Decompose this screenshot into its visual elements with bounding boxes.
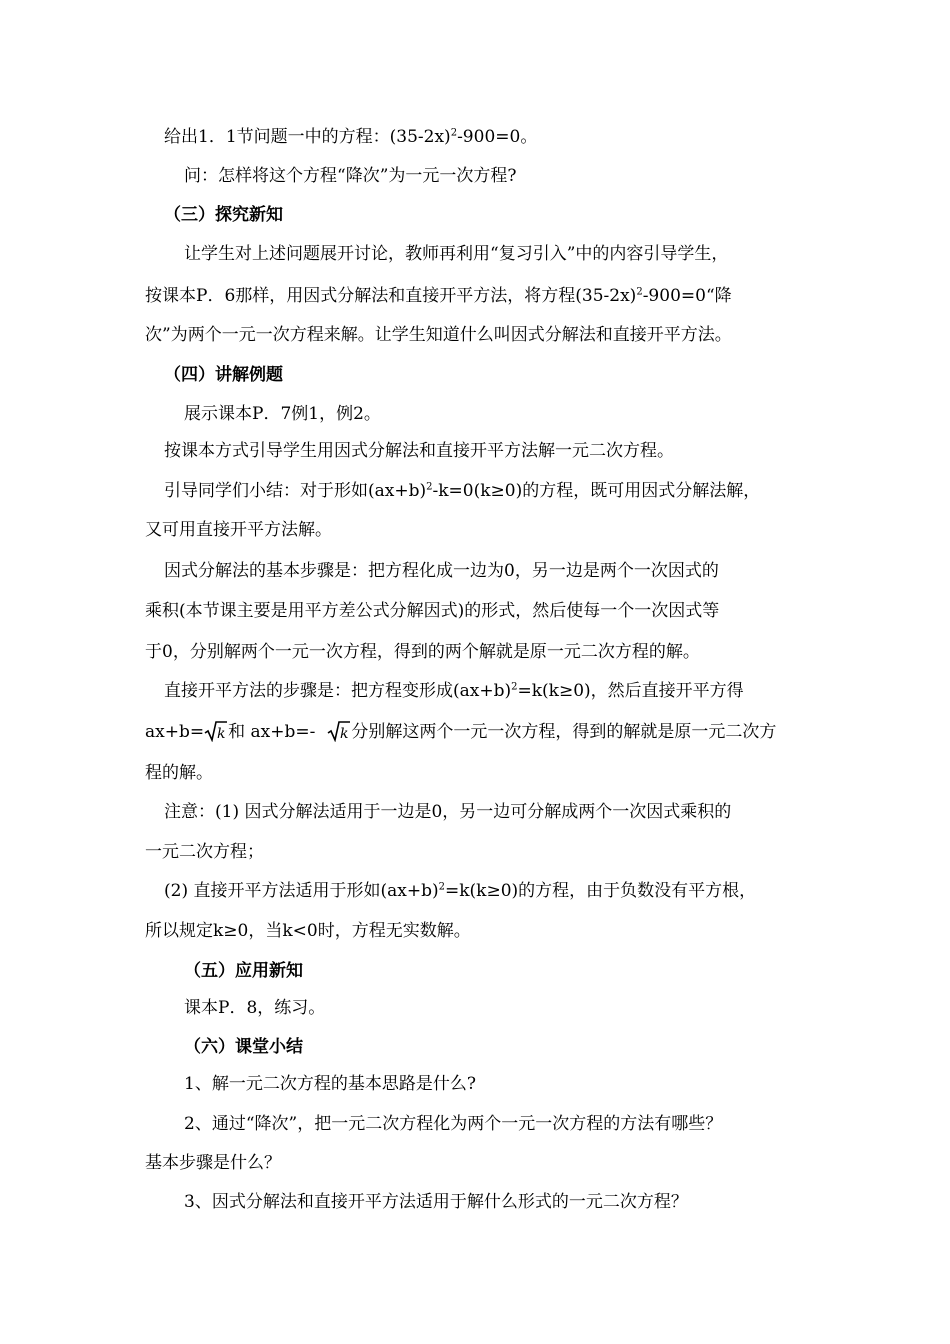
section-heading: （三）探究新知 xyxy=(164,205,283,225)
text-line: 问：怎样将这个方程“降次”为一元一次方程? xyxy=(184,166,517,186)
text-line: 按课本P．6那样，用因式分解法和直接开平方法，将方程$(35-2x)^2-900=0“$降 xyxy=(145,286,732,306)
section-heading: （六）课堂小结 xyxy=(184,1037,303,1057)
text-line: 一元二次方程； xyxy=(145,842,264,862)
square-root-k-icon xyxy=(204,720,228,742)
text-line: 3、因式分解法和直接开平方法适用于解什么形式的一元二次方程？ xyxy=(184,1192,688,1212)
svg-text:k: k xyxy=(340,726,349,742)
text-line: 注意：(1) 因式分解法适用于一边是0，另一边可分解成两个一次因式乘积的 xyxy=(164,802,732,822)
text-line: (2) 直接开平方法适用于形如$(ax+b)^2=k(k\ge 0)$的方程，由于负数没有平方根， xyxy=(164,881,757,901)
text-line: 基本步骤是什么？ xyxy=(145,1153,281,1173)
text-line: 引导同学们小结：对于形如$(ax+b)^2-k=0(k\ge 0)$的方程，既可用因式分解法解， xyxy=(164,481,761,501)
svg-text:k: k xyxy=(217,726,226,742)
text-line: 乘积(本节课主要是用平方差公式分解因式)的形式，然后使每一个一次因式等 xyxy=(145,601,720,621)
text-line: 又可用直接开平方法解。 xyxy=(145,520,332,540)
text-line: 展示课本P．7例1，例2。 xyxy=(184,404,381,424)
text-line: 课本P．8，练习。 xyxy=(184,998,326,1018)
text-line: 按课本方式引导学生用因式分解法和直接开平方法解一元二次方程。 xyxy=(164,441,674,461)
text-line: 给出1．1节问题一中的方程：$(35-2x)^2-900=0$。 xyxy=(164,127,538,147)
text-line: 所以规定k≥0，当k<0时，方程无实数解。 xyxy=(145,921,471,941)
section-heading: （四）讲解例题 xyxy=(164,365,283,385)
section-heading: （五）应用新知 xyxy=(184,961,303,981)
text-line: 程的解。 xyxy=(145,763,213,783)
text-line: 1、解一元二次方程的基本思路是什么? xyxy=(184,1074,476,1094)
text-line: 让学生对上述问题展开讨论，教师再利用“复习引入”中的内容引导学生， xyxy=(184,244,729,264)
text-line: 于0，分别解两个一元一次方程，得到的两个解就是原一元二次方程的解。 xyxy=(145,642,700,662)
text-line: ax+b= k 和 ax+b=- k 分别解这两个一元一次方程，得到的解就是原一元二次方 xyxy=(145,722,777,742)
text-line: 因式分解法的基本步骤是：把方程化成一边为0，另一边是两个一次因式的 xyxy=(164,561,719,581)
text-line: 2、通过“降次”，把一元二次方程化为两个一元一次方程的方法有哪些？ xyxy=(184,1114,723,1134)
text-line: 次”为两个一元一次方程来解。让学生知道什么叫因式分解法和直接开平方法。 xyxy=(145,325,732,345)
square-root-k-icon xyxy=(327,720,351,742)
text-line: 直接开平方法的步骤是：把方程变形成$(ax+b)^2=k(k\ge 0)$，然后直接开平方得 xyxy=(164,681,744,701)
